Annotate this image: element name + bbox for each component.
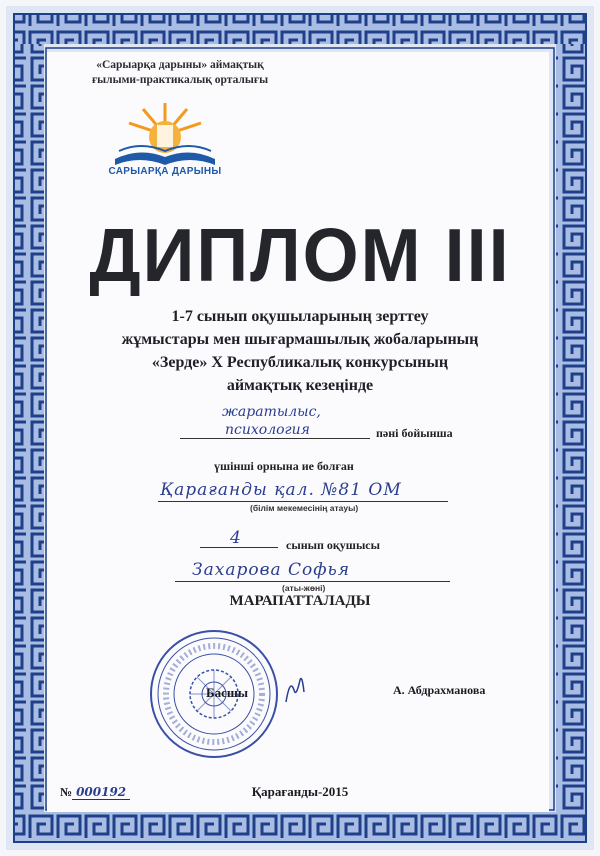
description-line1: 1-7 сынып оқушыларының зерттеу	[171, 308, 429, 325]
organization-name	[60, 58, 300, 88]
school-handwritten: Қарағанды қал. №81 ОМ	[160, 480, 402, 500]
grade-suffix: сынып оқушысы	[286, 538, 381, 552]
school-underline	[158, 501, 448, 502]
subject-handwritten-line1: жаратылыс,	[222, 404, 321, 420]
grade-handwritten: 4	[230, 528, 241, 548]
signatory-name: А. Абдрахманова	[393, 683, 486, 697]
serial-handwritten: 000192	[72, 785, 130, 800]
student-caption: (аты-жөні)	[282, 583, 326, 593]
serial-prefix: №	[60, 785, 73, 799]
student-underline	[175, 581, 450, 582]
signatory-title: Басшы	[206, 685, 248, 700]
diploma-title: ДИПЛОМ III	[89, 214, 511, 298]
description-line4: аймақтық кезеңінде	[226, 377, 374, 394]
description-line2: жұмыстары мен шығармашылық жобаларының	[121, 331, 479, 348]
organization-line2: ғылыми-практикалық орталығы	[91, 74, 269, 86]
organization-line1: «Сарыарқа дарыны» аймақтық	[96, 59, 264, 71]
signature-icon	[282, 672, 308, 706]
grade-underline	[200, 547, 278, 548]
competition-description	[90, 305, 510, 397]
description-line3: «Зерде» X Республикалық конкурсының	[151, 354, 449, 371]
place-text: үшінші орнына ие болған	[214, 459, 354, 473]
logo-caption: САРЫАРҚА ДАРЫНЫ	[108, 166, 222, 177]
city-year: Қарағанды-2015	[251, 784, 349, 799]
subject-suffix: пәні бойынша	[376, 426, 453, 440]
award-text: МАРАПАТТАЛАДЫ	[229, 593, 371, 609]
subject-underline	[180, 438, 370, 439]
subject-handwritten-line2: психология	[225, 422, 310, 438]
student-handwritten: Захарова Софья	[192, 560, 351, 580]
school-caption: (білім мекемесінің атауы)	[250, 503, 359, 513]
